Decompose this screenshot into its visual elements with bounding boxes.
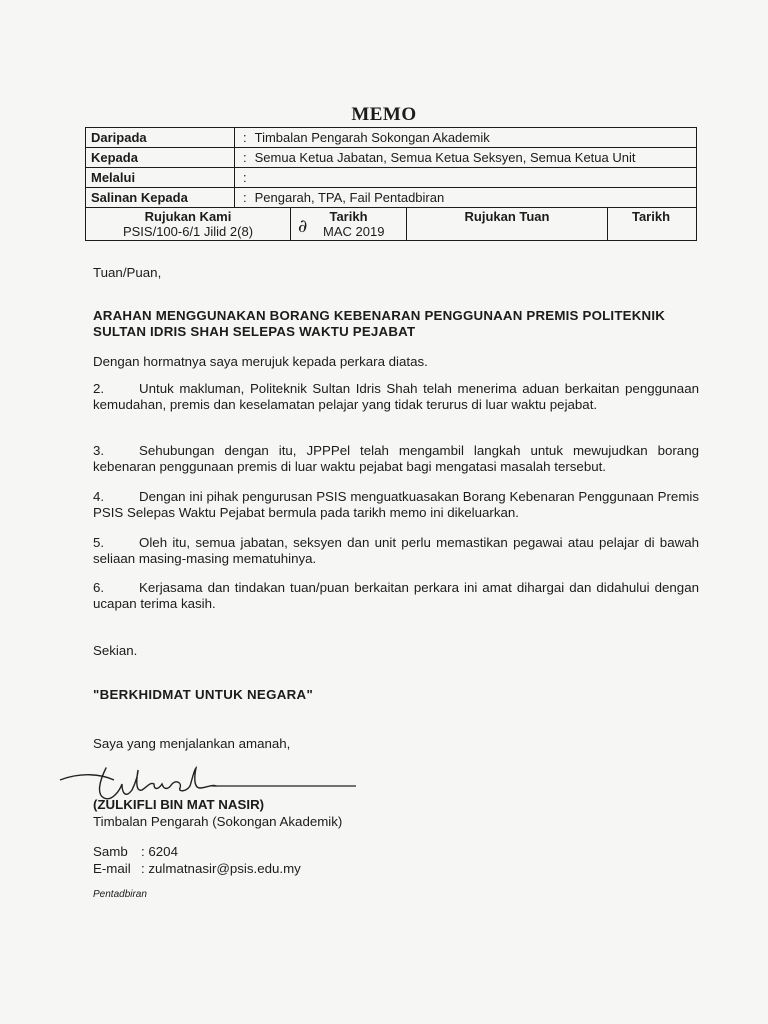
paragraph-number: 3. [93,443,105,458]
closing: Sekian. [93,643,138,658]
melalui-label: Melalui [86,168,235,187]
tarikh2-cell [608,208,694,240]
paragraph-text: Dengan ini pihak pengurusan PSIS menguatkuasakan Borang Kebenaran Penggunaan Premis PSIS Selepas Waktu Pejabat bermula pada tarikh memo ini dikeluarkan. [93,489,699,520]
paragraph-text: Kerjasama dan tindakan tuan/puan berkaitan perkara ini amat dihargai dan didahului dengan ucapan terima kasih. [93,580,699,611]
rujukan-kami-cell [86,208,291,240]
kepada-label: Kepada [86,148,235,167]
reference-row [86,208,696,240]
motto: "BERKHIDMAT UNTUK NEGARA" [93,687,314,702]
paragraph-text: Untuk makluman, Politeknik Sultan Idris Shah telah menerima aduan berkaitan penggunaan kemudahan, premis dan keselamatan pelajar yang tidak terurus di luar waktu pejabat. [93,381,699,412]
opening-paragraph: Dengan hormatnya saya merujuk kepada perkara diatas. [93,354,428,369]
tarikh-value: MAC 2019 [323,224,385,239]
row-kepada [86,148,696,168]
tarikh-cell [291,208,407,240]
email-line [93,861,699,877]
tarikh2-label: Tarikh [631,209,671,224]
samb-label: Samb [93,844,128,859]
row-melalui [86,168,696,188]
email-label: E-mail [93,861,131,876]
email-value: : zulmatnasir@psis.edu.my [141,861,301,876]
paragraph-5 [93,535,699,567]
samb-line [93,844,699,860]
colon: : [243,150,247,165]
row-salinan [86,188,696,208]
colon: : [243,130,247,145]
memo-title: MEMO [351,104,417,125]
paragraph-number: 5. [93,535,105,550]
kepada-value: Semua Ketua Jabatan, Semua Ketua Seksyen, Semua Ketua Unit [254,150,636,165]
subject-line-1: ARAHAN MENGGUNAKAN BORANG KEBENARAN PENGGUNAAN PREMIS POLITEKNIK [93,308,666,323]
paragraph-text: Sehubungan dengan itu, JPPPel telah mengambil langkah untuk mewujudkan borang kebenaran penggunaan premis di luar waktu pejabat bagi mengatasi masalah tersebut. [93,443,699,474]
subject [93,308,699,340]
rujukan-tuan-cell [407,208,608,240]
paragraph-4 [93,489,699,521]
tarikh-label: Tarikh [329,209,368,224]
daripada-value: Timbalan Pengarah Sokongan Akademik [254,130,490,145]
rujukan-kami-label: Rujukan Kami [144,209,232,224]
signer-title: Timbalan Pengarah (Sokongan Akademik) [93,814,343,829]
signer-name: (ZULKIFLI BIN MAT NASIR) [93,797,265,812]
salinan-label: Salinan Kepada [86,188,235,207]
rujukan-tuan-label: Rujukan Tuan [464,209,550,224]
daripada-label: Daripada [86,128,235,147]
paragraph-text: Oleh itu, semua jabatan, seksyen dan unit perlu memastikan pegawai atau pelajar di bawah seliaan masing-masing mematuhinya. [93,535,699,566]
colon: : [243,170,247,185]
salutation: Tuan/Puan, [93,265,162,280]
rujukan-kami-value: PSIS/100-6/1 Jilid 2(8) [122,224,254,239]
paragraph-3 [93,443,699,475]
paragraph-number: 2. [93,381,105,396]
paragraph-number: 6. [93,580,105,595]
paragraph-6 [93,580,699,612]
footer-note: Pentadbiran [93,889,147,900]
colon: : [243,190,247,205]
amanah-line: Saya yang menjalankan amanah, [93,736,291,751]
subject-line-2: SULTAN IDRIS SHAH SELEPAS WAKTU PEJABAT [93,324,416,339]
salinan-value: Pengarah, TPA, Fail Pentadbiran [254,190,445,205]
row-daripada [86,128,696,148]
paragraph-number: 4. [93,489,105,504]
handwritten-date-mark: ∂ [298,216,308,237]
header-table [85,127,697,241]
paragraph-2 [93,381,699,413]
samb-value: : 6204 [141,844,178,859]
